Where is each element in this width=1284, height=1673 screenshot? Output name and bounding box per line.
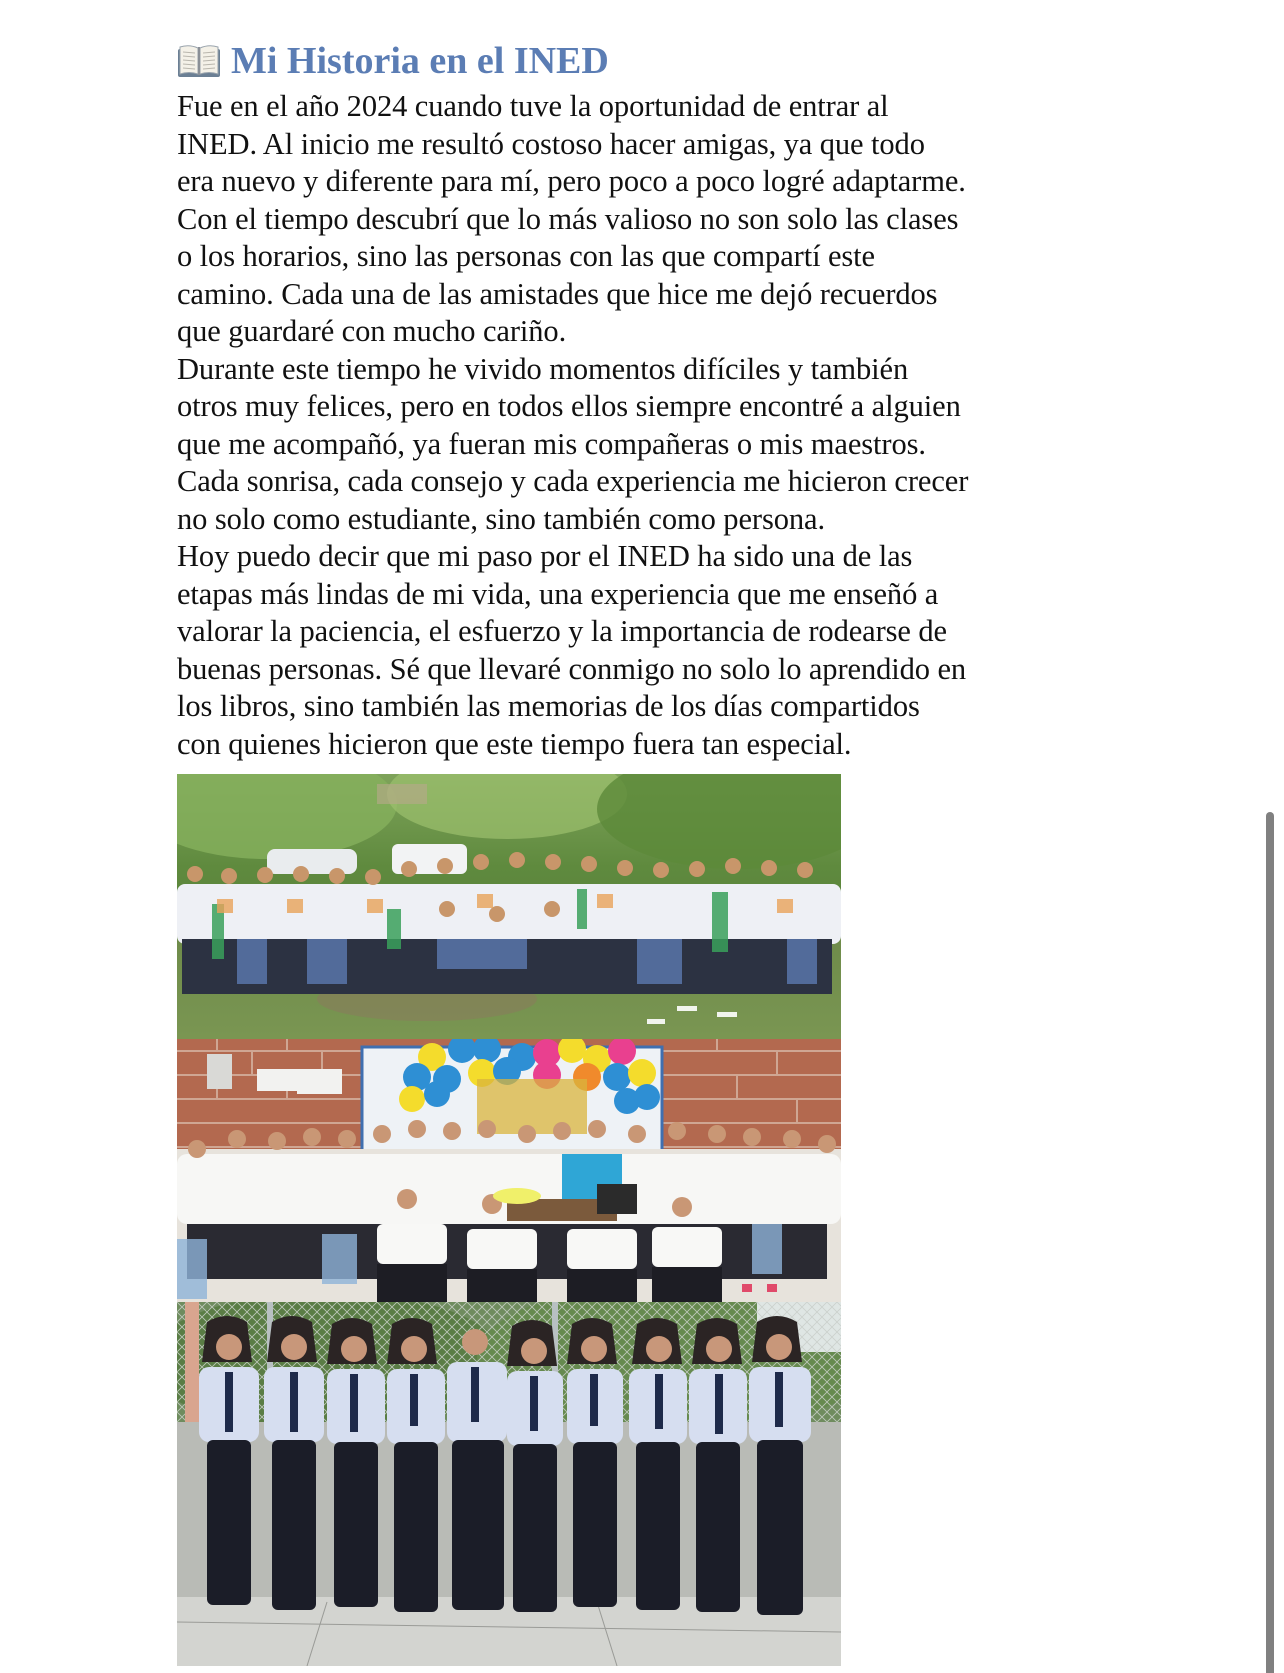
story-line: no solo como estudiante, sino también como persona.	[177, 501, 825, 536]
vertical-scrollbar-thumb[interactable]	[1266, 812, 1274, 1673]
photo-outdoor-group	[177, 774, 841, 1039]
open-book-icon	[177, 43, 221, 79]
story-line: camino. Cada una de las amistades que hice me dejó recuerdos	[177, 276, 938, 311]
story-line: que guardaré con mucho cariño.	[177, 314, 567, 348]
page-title-text: Mi Historia en el INED	[231, 40, 609, 82]
story-line: Con el tiempo descubrí que lo más valioso no son solo las clases	[177, 201, 959, 236]
photo-collage	[177, 774, 841, 1666]
page-title	[177, 36, 1057, 86]
story-line: o los horarios, sino las personas con las que compartí este	[177, 239, 875, 273]
story-line: Fue en el año 2024 cuando tuve la oportunidad de entrar al	[177, 89, 889, 123]
story-line: valorar la paciencia, el esfuerzo y la importancia de rodearse de	[177, 614, 947, 648]
story-line: INED. Al inicio me resultó costoso hacer amigas, ya que todo	[177, 126, 925, 161]
story-line: era nuevo y diferente para mí, pero poco a poco logré adaptarme.	[177, 164, 966, 198]
story-line: Durante este tiempo he vivido momentos difíciles y también	[177, 351, 909, 386]
story-line: buenas personas. Sé que llevaré conmigo no solo lo aprendido en	[177, 651, 967, 686]
story-line: los libros, sino también las memorias de los días compartidos	[177, 689, 920, 723]
photo-formal-lineup	[177, 1302, 841, 1666]
story-line: que me acompañó, ya fueran mis compañeras o mis maestros.	[177, 426, 926, 461]
document-page	[177, 36, 1057, 763]
story-line: con quienes hicieron que este tiempo fuera tan especial.	[177, 726, 852, 761]
story-line: otros muy felices, pero en todos ellos siempre encontré a alguien	[177, 389, 961, 423]
photo-classroom-celebration	[177, 1039, 841, 1302]
story-line: Cada sonrisa, cada consejo y cada experiencia me hicieron crecer	[177, 464, 969, 498]
story-line: Hoy puedo decir que mi paso por el INED ha sido una de las	[177, 539, 913, 573]
story-text	[177, 88, 1057, 763]
story-line: etapas más lindas de mi vida, una experiencia que me enseñó a	[177, 576, 939, 611]
